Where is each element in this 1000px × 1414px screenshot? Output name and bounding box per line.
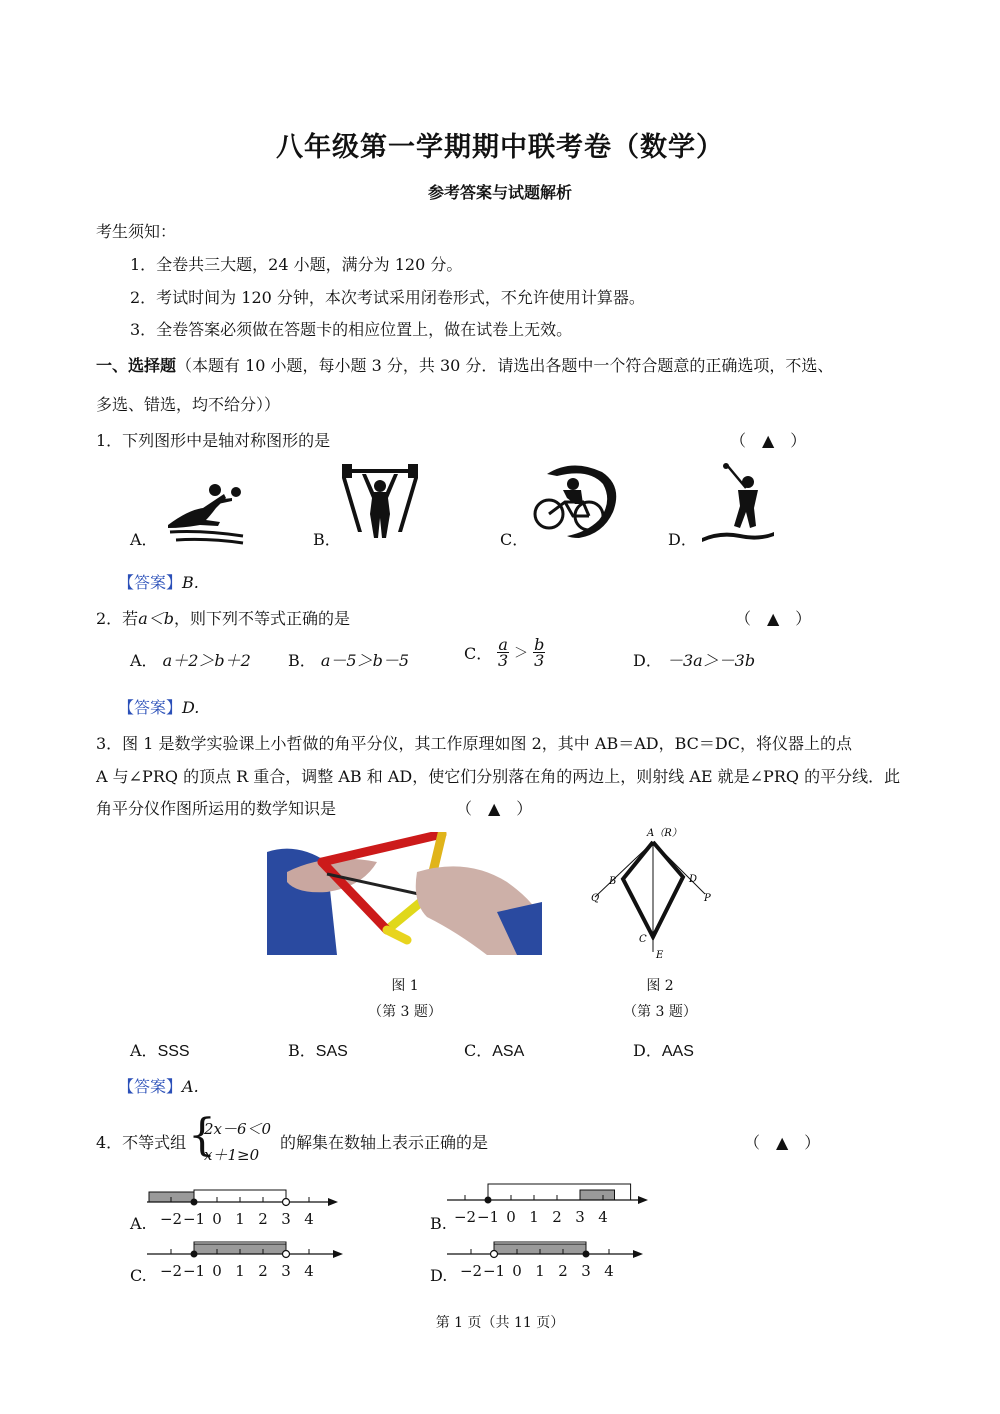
section-desc-2: 多选、错选，均不给分）） (96, 395, 281, 414)
number-line-b (445, 1180, 650, 1230)
tick-label: 0 (212, 1262, 222, 1280)
q2-option-d-label: D． (633, 651, 662, 670)
q2-option-c-relation: ＞ (513, 645, 528, 662)
axis-arrow (638, 1196, 648, 1204)
tick-label: 4 (598, 1208, 608, 1226)
tick-label: 1 (535, 1262, 545, 1280)
q1-stem: 1．下列图形中是轴对称图形的是 (96, 431, 331, 450)
weightlifter-pictogram (340, 462, 420, 542)
q2-option-a (130, 648, 251, 671)
q2-option-a-label: A． (130, 651, 158, 670)
tick-label: 3 (281, 1210, 291, 1228)
kite-label-p: P (704, 893, 711, 904)
shaded-region (580, 1190, 615, 1200)
notice-heading: 考生须知： (96, 222, 177, 241)
q2-option-b-expr: a－5＞b－5 (320, 651, 410, 670)
number-line-d (445, 1236, 645, 1284)
closed-endpoint (191, 1199, 198, 1206)
axis-arrow (633, 1250, 643, 1258)
q2-answer-paren: （ ▲ ） (735, 609, 812, 628)
q2-stem-suffix: ，则下列不等式正确的是 (173, 609, 350, 628)
q3-option-c-text: ASA (492, 1043, 525, 1060)
q3-answer-paren: （ ▲ ） (456, 799, 533, 818)
q2-option-c-fraction-b: $\frac{b}{3}$ (534, 635, 545, 670)
q2-option-c (464, 637, 545, 668)
q2-option-c-label: C． (464, 644, 493, 663)
q3-option-a (130, 1038, 190, 1061)
tick-label: −1 (482, 1262, 506, 1280)
open-endpoint (491, 1251, 498, 1258)
q1-option-c-label: C． (500, 530, 529, 549)
notice-item-3: 3．全卷答案必须做在答题卡的相应位置上，做在试卷上无效。 (130, 320, 573, 339)
tick-label: 3 (281, 1262, 291, 1280)
tick-label: 0 (512, 1262, 522, 1280)
q3-option-c-label: C． (464, 1041, 493, 1060)
tick-label: −2 (159, 1262, 183, 1280)
q2-option-d (633, 648, 755, 671)
fig2-caption: 图 2 (646, 978, 674, 994)
q4-answer-paren: （ ▲ ） (744, 1133, 821, 1152)
open-endpoint (283, 1251, 290, 1258)
tick-label: −2 (453, 1208, 477, 1226)
tick-label: −2 (159, 1210, 183, 1228)
q4-inequality-1: 2x－6＜0 (204, 1120, 272, 1138)
q1-answer-paren: （ ▲ ） (730, 431, 807, 450)
q2-stem-prefix: 2．若 (96, 609, 139, 628)
q2-stem-condition: a＜b (138, 609, 174, 628)
golfer-pictogram (700, 462, 780, 544)
q3-option-d-label: D． (633, 1041, 662, 1060)
q3-answer (118, 1074, 199, 1097)
volleyball-pictogram (158, 470, 248, 545)
tick-label: 3 (581, 1262, 591, 1280)
notice-item-1: 1．全卷共三大题，24 小题，满分为 120 分。 (130, 255, 463, 274)
number-line-a (145, 1184, 340, 1232)
tick-label: 0 (506, 1208, 516, 1226)
q3-line-3: 角平分仪作图所运用的数学知识是 (96, 799, 337, 818)
kite-label-e: E (656, 950, 664, 961)
q2-answer-value: D. (182, 698, 200, 717)
q1-option-d-label: D． (668, 530, 697, 549)
q1-answer-label: 【答案】 (118, 573, 183, 592)
axis-arrow (328, 1198, 338, 1206)
q1-answer-value: B. (182, 573, 199, 592)
page-title: 八年级第一学期期中联考卷（数学） (276, 132, 724, 163)
fig1-subcaption: （第 3 题） (368, 1004, 442, 1020)
q4-option-c-label: C. (130, 1266, 147, 1285)
q3-line-2: A 与∠PRQ 的顶点 R 重合，调整 AB 和 AD，使它们分别落在角的两边上，则射线 AE 就是∠PRQ 的平分线．此 (96, 767, 901, 786)
kite-label-b: B (609, 876, 617, 887)
tick-label: 0 (212, 1210, 222, 1228)
q2-option-c-fraction-a: $\frac{a}{3}$ (498, 635, 509, 670)
q2-option-d-expr: －3a＞－3b (666, 651, 756, 670)
tick-label: 3 (575, 1208, 585, 1226)
q1-option-a-label: A． (130, 530, 158, 549)
q3-option-b-text: SAS (315, 1043, 348, 1060)
number-line-c (145, 1236, 345, 1284)
section-heading (96, 353, 833, 376)
q3-option-a-text: SSS (157, 1043, 190, 1060)
cyclist-pictogram (527, 462, 619, 544)
q3-line-1: 3．图 1 是数学实验课上小哲做的角平分仪，其工作原理如图 2，其中 AB＝AD，BC＝DC，将仪器上的点 (96, 734, 852, 753)
notice-item-2: 2．考试时间为 120 分钟，本次考试采用闭卷形式，不允许使用计算器。 (130, 288, 645, 307)
tick-label: −1 (182, 1210, 206, 1228)
page-footer: 第 1 页（共 11 页） (435, 1315, 565, 1331)
tick-label: −1 (182, 1262, 206, 1280)
q2-answer (118, 695, 199, 718)
q4-brace: { (188, 1110, 216, 1161)
q3-answer-label: 【答案】 (118, 1077, 183, 1096)
q2-option-b-label: B． (288, 651, 316, 670)
q3-option-b-label: B． (288, 1041, 316, 1060)
kite-label-c: C (639, 934, 647, 945)
tick-label: 4 (304, 1262, 314, 1280)
tick-label: 4 (604, 1262, 614, 1280)
q4-option-a-label: A. (130, 1214, 147, 1233)
kite-label-a: A（R） (647, 828, 682, 839)
q1-answer (118, 570, 199, 593)
page-subtitle: 参考答案与试题解析 (427, 183, 572, 202)
angle-bisector-photo (267, 832, 542, 955)
closed-endpoint (583, 1251, 590, 1258)
q2-answer-label: 【答案】 (118, 698, 183, 717)
tick-label: −1 (476, 1208, 500, 1226)
q3-answer-value: A. (182, 1077, 199, 1096)
tick-label: 4 (304, 1210, 314, 1228)
tick-label: 2 (258, 1262, 268, 1280)
fig2-subcaption: （第 3 题） (623, 1004, 697, 1020)
q4-stem-suffix: 的解集在数轴上表示正确的是 (280, 1133, 489, 1152)
tick-label: 2 (558, 1262, 568, 1280)
kite-diagram (585, 822, 720, 964)
q2-option-a-expr: a＋2＞b＋2 (162, 651, 251, 670)
axis-arrow (333, 1250, 343, 1258)
q3-option-c (464, 1038, 524, 1061)
q1-option-b-label: B． (313, 530, 341, 549)
q4-inequality-2: x＋1≥0 (204, 1146, 260, 1164)
kite-label-d: D (689, 874, 698, 885)
q2-stem (96, 606, 350, 629)
q3-option-d-text: AAS (661, 1043, 694, 1060)
tick-label: 2 (552, 1208, 562, 1226)
closed-endpoint (485, 1197, 492, 1204)
q4-option-b-label: B. (430, 1214, 447, 1233)
open-endpoint (283, 1199, 290, 1206)
kite-label-q: Q (591, 893, 600, 904)
fig1-caption: 图 1 (391, 978, 419, 994)
tick-label: 1 (235, 1210, 245, 1228)
section-label: 一、选择题 (96, 356, 177, 375)
section-desc-1: （本题有 10 小题，每小题 3 分，共 30 分．请选出各题中一个符合题意的正确选项，不选、 (176, 356, 834, 375)
q3-option-b (288, 1038, 348, 1061)
closed-endpoint (191, 1251, 198, 1258)
tick-label: −2 (459, 1262, 483, 1280)
q3-option-a-label: A． (130, 1041, 158, 1060)
tick-label: 1 (235, 1262, 245, 1280)
q2-option-b (288, 648, 409, 671)
q4-option-d-label: D. (430, 1266, 448, 1285)
q4-stem-prefix: 4．不等式组 (96, 1133, 187, 1152)
q3-option-d (633, 1038, 694, 1061)
tick-label: 2 (258, 1210, 268, 1228)
tick-label: 1 (529, 1208, 539, 1226)
